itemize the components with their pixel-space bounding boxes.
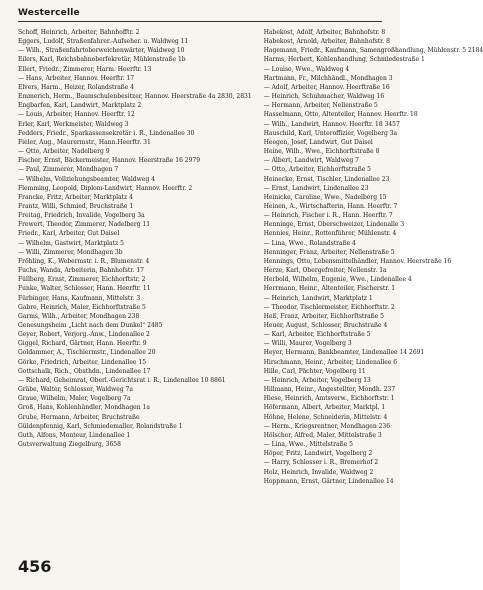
directory-entry: — Adolf, Arbeiter, Hannov. Heerftraße 16	[263, 83, 390, 91]
directory-entry: Henninger, Franz, Arbeiter, Nellenstraße 5	[263, 248, 395, 256]
directory-entry: Grube, Hermann, Arbeiter, Bruchstraße	[18, 413, 140, 421]
directory-entry: — Louis, Arbeiter, Hannov. Heerftr. 12	[18, 111, 135, 119]
directory-entry: — Louise, Wwe., Waldweg 4	[263, 65, 350, 73]
directory-entry: — Hans, Arbeiter, Hannov. Heerftr. 17	[18, 74, 135, 82]
directory-entry: Holz, Heinrich, Invalide, Waldweg 2	[263, 468, 374, 476]
directory-entry: — Wilh., Landwirt, Hannov. Heerftr. 18 3457	[263, 120, 400, 128]
directory-entry: Francke, Fritz, Arbeiter, Marktplatz 4	[18, 193, 133, 201]
directory-entry: Heinicke, Caroline, Wwe., Nadelberg 15	[263, 193, 387, 201]
directory-entry: Gabre, Heinrich, Maler, Eichhorftstraße 5	[18, 303, 146, 311]
directory-entry: — Heinrich, Fischer i. R., Hann. Heerftr. 7	[263, 212, 393, 220]
directory-entry: — Theodor, Tischlermeister, Eichhorftstr. 2	[263, 303, 395, 311]
entry-columns	[18, 28, 483, 548]
directory-entry: — Wilhelm, Gastwirt, Marktplatz 5	[18, 239, 124, 247]
directory-entry: Güldenpfennig, Karl, Schmiedemaller, Rolandstraße 1	[18, 422, 183, 430]
directory-entry: Fürbinger, Hans, Kaufmann, Mittelstr. 3	[18, 294, 141, 302]
directory-entry: Giggel, Richard, Gärtner, Hann. Heerftr. 9	[18, 340, 147, 348]
directory-entry: — Willi, Maurer, Vogelberg 3	[263, 340, 352, 348]
directory-entry: Freitag, Friedrich, Invalide, Vogelberg 3a	[18, 212, 145, 220]
directory-entry: Habekost, Arnold, Arbeiter, Bahnhofstr. 8	[263, 38, 390, 46]
directory-entry: Eggers, Ludolf, Straßenfahrer.-Aufseher. u. Waldweg 11	[18, 38, 189, 46]
directory-entry: Hennings, Otto, Lebensmittelhändler, Hannov. Heerstraße 16	[263, 257, 452, 265]
directory-entry: Höhne, Helene, Schneiderin, Mittelstr. 4	[263, 413, 388, 421]
directory-entry: Eilers, Karl, Reichsbahnoberfekretär, Mühlenstraße 1b	[18, 56, 186, 64]
directory-entry: Frewert, Theodor, Zimmerer, Nadelberg 11	[18, 221, 151, 229]
directory-entry: Harms, Herbert, Kohlenhandlung, Schmiedestraße 1	[263, 56, 425, 64]
directory-entry: Erler, Karl, Werkmeister, Waldweg 3	[18, 120, 129, 128]
directory-entry: Genesungsheim „Licht nach dem Dunkel“ 2485	[18, 322, 163, 329]
directory-entry: Heine, Wilh., Wwe., Eichhorftstraße 8	[263, 148, 380, 156]
directory-entry: — Heinrich, Landwirt, Marktplatz 1	[263, 294, 373, 302]
directory-entry: Fedders, Friedr., Sparkassensekretär i. R., Lindenallee 30	[18, 129, 195, 137]
directory-entry: Herbold, Wilhelm, Eugenie, Wwe., Lindenallee 4	[263, 276, 412, 284]
page-number: 456	[18, 557, 52, 576]
directory-entry: Füllberg, Ernst, Zimmerer, Eichhorftstr. 2	[18, 276, 146, 284]
directory-entry: Hasselmann, Otto, Altenteiler, Hannov. Heerftr. 18	[263, 111, 418, 119]
directory-entry: — Karl, Arbeiter, Eichhorftstraße 5	[263, 331, 371, 339]
directory-entry: — Ernst, Landwirt, Lindenallee 23	[263, 184, 369, 192]
directory-entry: Elvers, Harm., Heizer, Rolandstraße 4	[18, 83, 135, 91]
directory-entry: Höper, Fritz, Landwirt, Vogelberg 2	[263, 450, 373, 458]
directory-entry: Graue, Wilhelm, Maler, Vogelberg 7a	[18, 395, 131, 403]
directory-entry: Geyer, Robert, Verjorg.-Anw., Lindenallee 2	[18, 331, 150, 339]
directory-entry: Herze, Karl, Obergefreiter, Nellenstr. 1a	[263, 267, 387, 275]
directory-entry: Hoppmann, Ernst, Gärtner, Lindenallee 14	[263, 477, 394, 485]
directory-entry: Herrmann, Heinr., Altenteiler, Fischerstr. 1	[263, 285, 396, 293]
directory-entry: Gottschalk, Rich., Obsthdn., Lindenallee 17	[18, 367, 151, 375]
directory-entry: Höfermann, Albert, Arbeiter, Marktpl. 1	[263, 404, 386, 412]
directory-entry: Heegen, Josef, Landwirt, Gut Daisel	[263, 138, 373, 146]
directory-entry: Heuer, August, Schlosser, Bruchstraße 4	[263, 322, 388, 329]
directory-entry: Heß, Franz, Arbeiter, Eichhorftstraße 5	[263, 312, 384, 320]
directory-entry: — Willi, Zimmerer, Mondhagen 3b	[18, 248, 123, 256]
directory-entry: — Heinrich, Schuhmacher, Waldweg 16	[263, 93, 385, 101]
directory-entry: — Wilhelm, Vollziehungsbeamter, Waldweg 4	[18, 175, 155, 183]
directory-entry: Hiese, Heinrich, Amtsverw., Eichhorftstr. 1	[263, 395, 395, 403]
directory-entry: Fröhling, K., Webermstr. i. R., Blumenstr. 4	[18, 257, 150, 265]
directory-entry: — Lina, Wwe., Rolandstraße 4	[263, 239, 356, 247]
directory-entry: Fischer, Ernst, Bäckermeister, Hannov. Heerstraße 16 2979	[18, 157, 201, 165]
directory-entry: Guth, Alfons, Monteur, Lindenallee 1	[18, 431, 131, 439]
directory-entry: Henninge, Ernst, Oberschweizer, Lindenalle 3	[263, 221, 405, 229]
directory-entry: — Otto, Arbeiter, Nadelberg 9	[18, 148, 110, 156]
directory-entry: Gräbe, Walter, Schlosser, Waldweg 7a	[18, 386, 133, 394]
directory-entry: Groß, Hans, Kohlenhändler, Mondhagen 1a	[18, 404, 150, 412]
directory-entry: Engbarfen, Karl, Landwirt, Marktplatz 2	[18, 102, 142, 110]
directory-entry: Heinen, A., Wirtschafterin, Hann. Heerftr. 7	[263, 202, 398, 210]
directory-entry: Hagemann, Friedr., Kaufmann, Samengroßhandlung, Mühlenstr. 5 2184	[263, 47, 483, 55]
directory-entry: Hölscher, Alfred, Maler, Mittelstraße 3	[263, 431, 382, 439]
directory-entry: Schoff, Heinrich, Arbeiter, Bahnhofftr. 2	[18, 29, 140, 36]
directory-entry: Emmerich, Herm., Baumschulenbesitzer, Hannov. Heerstraße 4a 2830, 2831	[18, 93, 252, 101]
directory-entry: — Lina, Wwe., Mittelstraße 5	[263, 441, 353, 449]
directory-entry: Hirschmann, Heinr., Arbeiter, Lindenallee 6	[263, 358, 398, 366]
directory-entry: — Herm., Kriegsrentner, Mondhagen 236	[263, 422, 391, 430]
directory-entry: Hartmann, Fr., Milchhändl., Mondhagen 3	[263, 74, 393, 82]
directory-entry: — Hermann, Arbeiter, Nellenstraße 5	[263, 102, 378, 110]
header-rule	[18, 21, 382, 22]
directory-entry: — Wilh., Straßenfahrtoberweichenwärter, Waldweg 10	[18, 47, 185, 55]
directory-entry: — Paul, Zimmerer, Mondhagen 7	[18, 166, 119, 174]
directory-entry: Görke, Friedrich, Arbeiter, Lindenallee 15	[18, 358, 147, 366]
directory-entry: Heinecke, Ernst, Tischler, Lindenallee 23	[263, 175, 390, 183]
directory-entry: — Richard, Geheimrat, Oberl.-Gerichtsrat i. R., Lindenallee 10 8861	[18, 376, 226, 384]
directory-entry: — Albert, Landwirt, Waldweg 7	[263, 157, 359, 165]
directory-entry: Hennies, Heinr., Rottenführer, Mühlenstr. 4	[263, 230, 397, 238]
directory-entry: Funke, Walter, Schlosser, Hann. Heerftr. 11	[18, 285, 151, 293]
directory-entry: Hillmann, Heinr., Angestellter, Mondh. 237	[263, 386, 396, 394]
directory-entry: Hille, Carl, Pächter, Vogelberg 11	[263, 367, 366, 375]
directory-entry: — Otto, Arbeiter, Eichhorftstraße 5	[263, 166, 371, 174]
directory-entry: — Heinrich, Arbeiter, Vogelberg 13	[263, 376, 371, 384]
left-column	[18, 28, 252, 548]
directory-entry: Goldammer, A., Tischlermstr., Lindenallee 20	[18, 349, 156, 357]
directory-entry: Habekost, Adolf, Arbeiter, Bahnhofstr. 8	[263, 29, 386, 36]
directory-entry: Gutsverwaltung Ziegelburg, 3658	[18, 441, 121, 449]
directory-entry: Flemming, Leopold, Diplom-Landwirt, Hannov. Heerftr. 2	[18, 184, 193, 192]
directory-entry: — Harry, Schlosser i. R., Bremerhof 2	[263, 459, 379, 467]
directory-entry: Ellert, Friedr., Zimmerer, Harm. Heerftr. 13	[18, 65, 152, 73]
right-column	[264, 28, 483, 548]
directory-entry: Friedr., Karl, Arbeiter, Gut Daisel	[18, 230, 120, 238]
directory-entry: Garms, Wilh., Arbeiter, Mondhagen 238	[18, 312, 140, 320]
running-header: Westercelle	[18, 8, 80, 18]
directory-entry: Fuchs, Wanda, Arbeiterin, Bahnhofstr. 17	[18, 267, 144, 275]
directory-entry: Heyer, Hermann, Bankbeamter, Lindenallee 14 2691	[263, 349, 425, 357]
directory-entry: Hauschild, Karl, Unteroffizier, Vogelberg 3a	[263, 129, 398, 137]
directory-entry: Frantz, Willi, Schmied, Bruchstraße 1	[18, 202, 134, 210]
directory-entry: Fieler, Aug., Maurermstr., Hann.Heerftr. 31	[18, 138, 151, 146]
